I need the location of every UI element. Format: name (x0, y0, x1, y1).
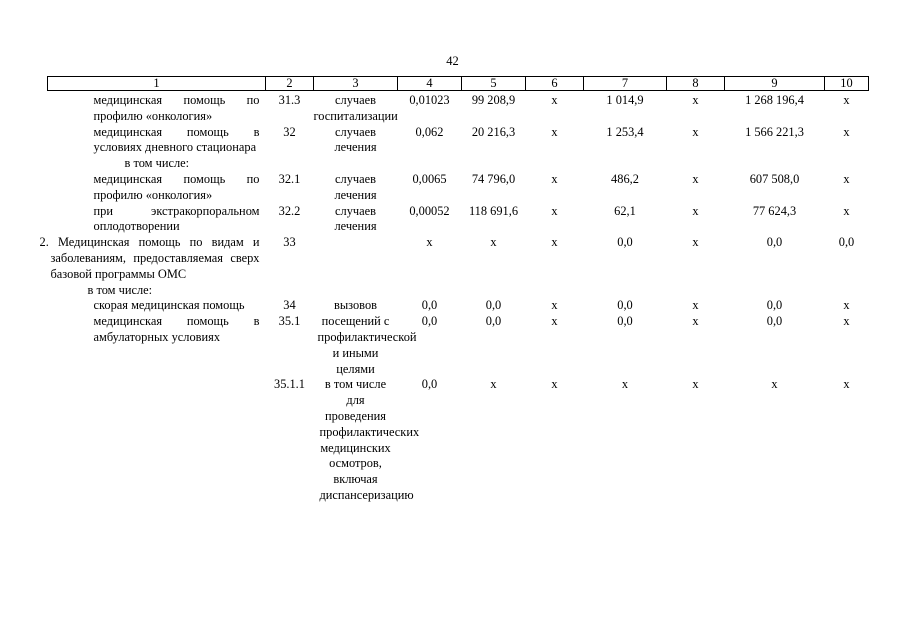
row-value: 486,2 (611, 171, 639, 186)
row-unit: в том числе для проведения профилактических медицинских осмотров, включая диспансеризацию (319, 377, 420, 502)
table-row (48, 283, 869, 299)
row-name: медицинская помощь по профилю «онкология» (93, 171, 260, 202)
row-value: 99 208,9 (471, 93, 516, 107)
row-value: х (490, 377, 497, 392)
column-header: 7 (584, 77, 667, 91)
table-row (48, 235, 869, 282)
row-value: 0,062 (415, 124, 444, 139)
row-value: х (771, 377, 778, 392)
row-value: х (692, 298, 699, 313)
row-name (48, 377, 266, 503)
row-value: 1 253,4 (606, 124, 644, 139)
row-value: х (621, 377, 629, 392)
row-value: 0,0 (766, 314, 783, 329)
row-code: 34 (283, 298, 296, 313)
column-header: 5 (462, 77, 526, 91)
row-value: х (843, 171, 850, 186)
row-value: 20 216,3 (471, 124, 516, 139)
row-code: 35.1 (278, 314, 301, 329)
row-value: х (551, 377, 558, 392)
row-value: 1 014,9 (606, 93, 644, 107)
row-value: 0,0 (421, 377, 438, 392)
row-value: х (426, 235, 433, 250)
row-value: х (551, 235, 558, 250)
row-code: 31.3 (278, 93, 301, 107)
table-row (48, 125, 869, 157)
row-value: 0,0065 (412, 171, 447, 186)
row-value: 0,0 (838, 235, 855, 250)
row-value: х (692, 93, 699, 107)
row-value: х (843, 314, 850, 329)
column-header: 2 (266, 77, 314, 91)
header-row (48, 77, 869, 91)
table-row (48, 91, 869, 125)
row-unit: случаев госпитализации (313, 93, 398, 123)
table-row (48, 377, 869, 503)
row-value: х (692, 171, 699, 186)
row-code: 35.1.1 (274, 377, 305, 392)
row-unit: случаев лечения (334, 124, 377, 155)
row-value: 0,0 (485, 314, 502, 329)
row-value: х (843, 298, 850, 313)
table-row (48, 204, 869, 236)
column-header: 1 (48, 77, 266, 91)
row-value: 1 566 221,3 (745, 124, 804, 139)
row-value: 0,0 (421, 314, 438, 329)
row-value: х (551, 124, 558, 139)
row-value: х (551, 203, 558, 218)
row-value: х (692, 377, 699, 392)
row-value: х (692, 203, 699, 218)
table-row (48, 172, 869, 204)
row-unit: случаев лечения (334, 171, 377, 202)
row-value: х (551, 93, 558, 107)
row-value: 1 268 196,4 (745, 93, 804, 107)
row-name: при экстракорпоральном оплодотворении (93, 203, 260, 234)
row-value: х (490, 235, 497, 250)
row-value: х (843, 124, 850, 139)
row-value: 118 691,6 (468, 203, 519, 218)
row-unit: случаев лечения (334, 203, 377, 234)
column-header: 8 (667, 77, 725, 91)
table-row (48, 156, 869, 172)
column-header: 6 (526, 77, 584, 91)
row-value: 0,0 (421, 298, 438, 313)
row-code: 32 (283, 124, 296, 139)
row-name: медицинская помощь в амбулаторных условиях (93, 314, 260, 344)
subheading: в том числе: (87, 282, 153, 297)
column-header: 3 (314, 77, 398, 91)
row-code: 32.1 (278, 171, 301, 186)
row-value: 0,0 (766, 298, 783, 313)
row-value: х (551, 171, 558, 186)
row-value: х (843, 93, 850, 107)
row-name: медицинская помощь в условиях дневного стационара (93, 124, 260, 155)
table-row (48, 298, 869, 314)
row-value: 0,01023 (409, 93, 450, 107)
row-value: 0,0 (485, 298, 502, 313)
row-name: медицинская помощь по профилю «онкология» (93, 93, 260, 123)
row-name: скорая медицинская помощь (93, 298, 245, 313)
row-code: 32.2 (278, 203, 301, 218)
row-code: 33 (283, 235, 296, 250)
row-value: 0,0 (617, 235, 633, 250)
row-value: 0,0 (766, 235, 783, 250)
row-value: х (551, 298, 558, 313)
row-value: 62,1 (614, 203, 636, 218)
row-unit (314, 235, 398, 282)
row-value: 0,00052 (409, 203, 450, 218)
row-value: х (692, 124, 699, 139)
row-value: х (551, 314, 558, 329)
column-header: 10 (825, 77, 869, 91)
tariff-table (39, 76, 869, 504)
row-value: 607 508,0 (749, 171, 800, 186)
column-header: 4 (398, 77, 462, 91)
row-value: 0,0 (617, 298, 633, 313)
row-unit: посещений с профилактической и иными целями (317, 314, 417, 376)
column-header: 9 (725, 77, 825, 91)
section-name: 2. Медицинская помощь по видам и заболеваниям, предоставляемая сверх базовой программы ОМС (39, 235, 260, 281)
page-number: 42 (446, 54, 459, 68)
table-row (48, 314, 869, 377)
row-value: 74 796,0 (471, 171, 516, 186)
row-value: х (843, 377, 850, 392)
row-value: х (843, 203, 850, 218)
row-unit: вызовов (333, 298, 377, 313)
subheading: в том числе: (124, 156, 190, 171)
row-value: 77 624,3 (752, 203, 797, 218)
row-value: х (692, 314, 699, 329)
row-value: 0,0 (617, 314, 633, 329)
row-value: х (692, 235, 699, 250)
